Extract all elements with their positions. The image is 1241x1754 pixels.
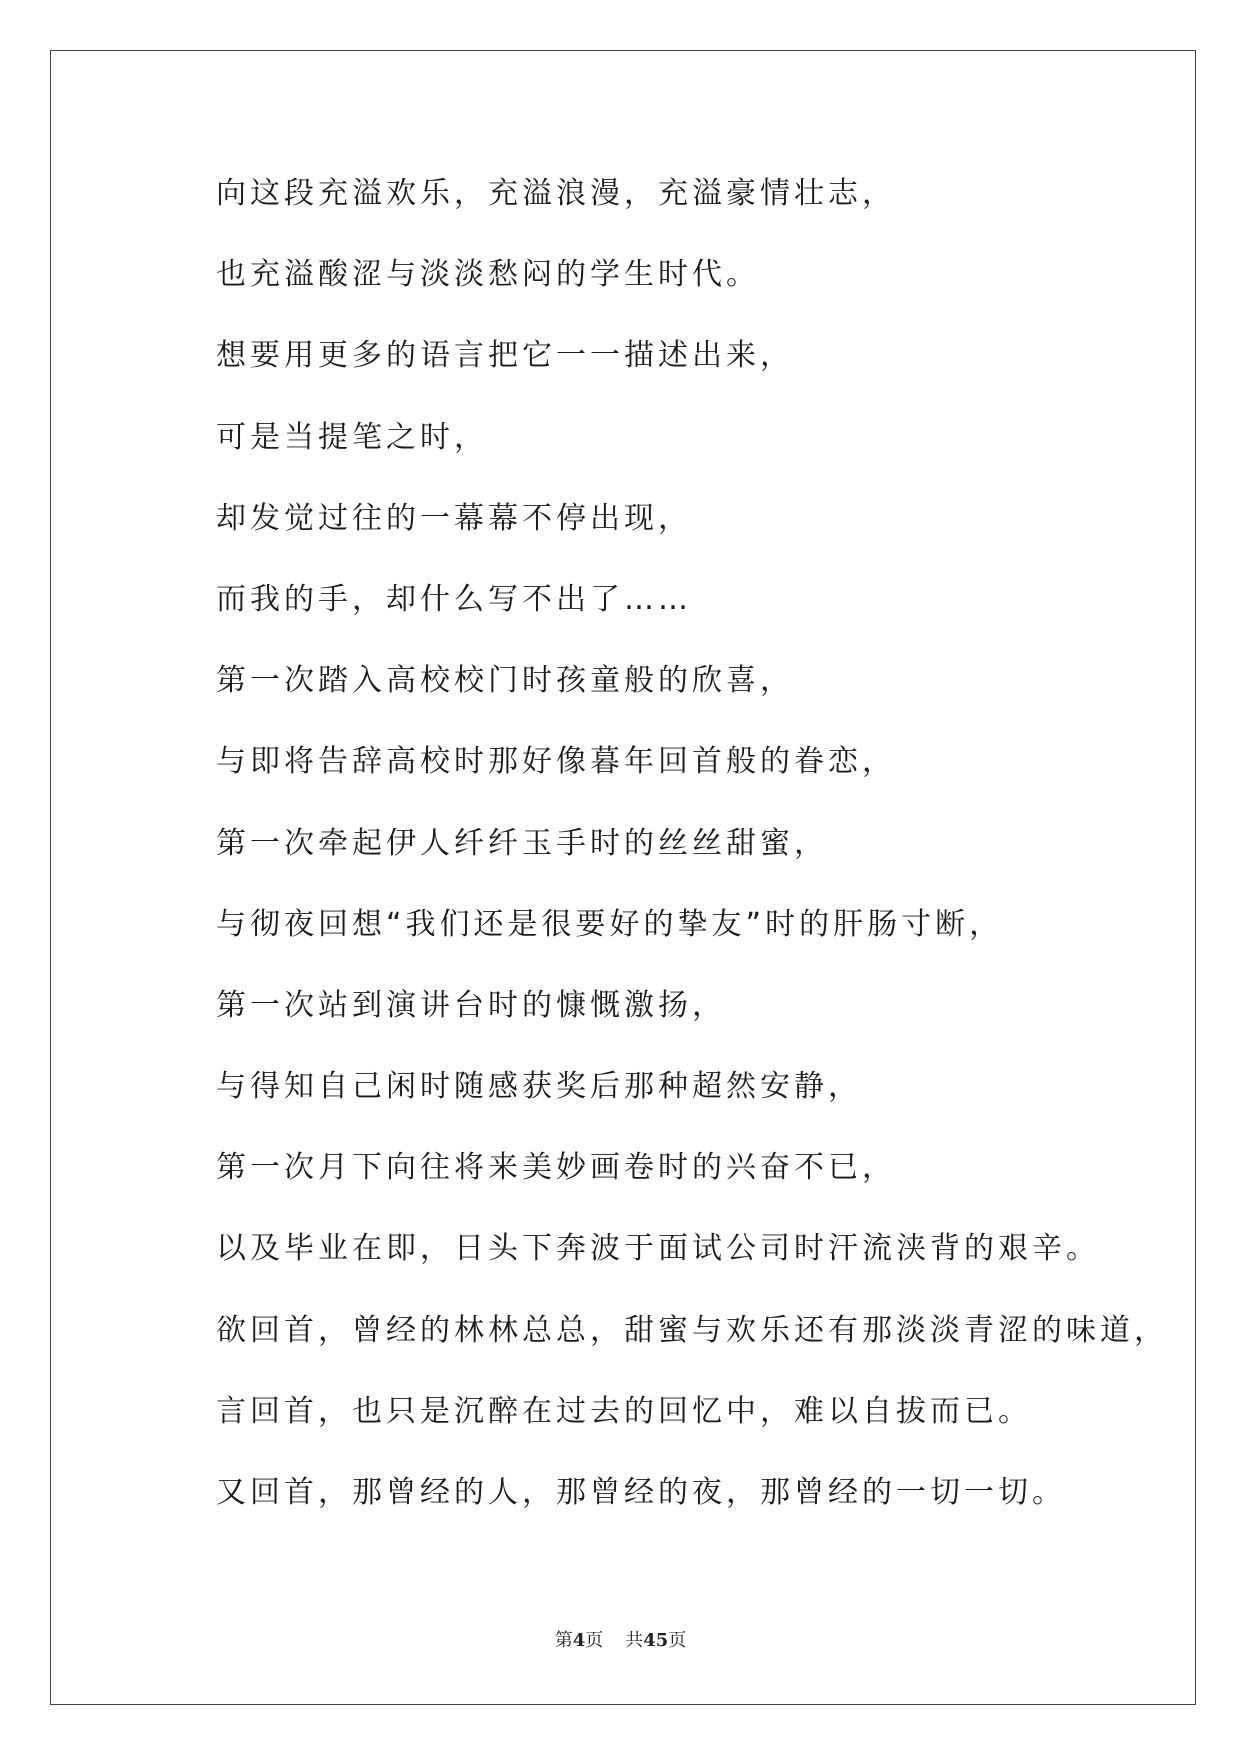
- text-line: 第一次站到演讲台时的慷慨激扬，: [216, 987, 726, 1023]
- page-prefix: 第: [554, 1630, 573, 1651]
- text-line: 却发觉过往的一幕幕不停出现，: [216, 500, 692, 536]
- text-line: 言回首，也只是沉醉在过去的回忆中，难以自拔而已。: [216, 1393, 1032, 1429]
- text-line: 欲回首，曾经的林林总总，甜蜜与欢乐还有那淡淡青涩的味道，: [216, 1312, 1168, 1348]
- page-footer: [0, 1626, 1241, 1652]
- page-indicator: [555, 1630, 604, 1651]
- document-body: [216, 148, 1168, 1528]
- total-pages: 45: [643, 1630, 669, 1651]
- text-line: 与即将告辞高校时那好像暮年回首般的眷恋，: [216, 744, 896, 780]
- text-line: 又回首，那曾经的人，那曾经的夜，那曾经的一切一切。: [216, 1475, 1066, 1510]
- text-line: 而我的手，却什么写不出了……: [216, 581, 692, 617]
- text-line: 与得知自己闲时随感获奖后那种超然安静，: [216, 1069, 862, 1105]
- total-pages-indicator: [625, 1630, 686, 1651]
- total-suffix: 页: [668, 1630, 687, 1651]
- page-number: 4: [572, 1630, 586, 1651]
- text-line: 想要用更多的语言把它一一描述出来，: [216, 338, 794, 374]
- text-line: 第一次月下向往将来美妙画卷时的兴奋不已，: [216, 1150, 896, 1186]
- total-prefix: 共: [625, 1630, 644, 1651]
- text-line: 可是当提笔之时，: [216, 419, 488, 455]
- text-line: 也充溢酸涩与淡淡愁闷的学生时代。: [216, 257, 760, 293]
- text-line: 以及毕业在即，日头下奔波于面试公司时汗流浃背的艰辛。: [216, 1231, 1100, 1267]
- text-line: 第一次踏入高校校门时孩童般的欣喜，: [216, 663, 794, 699]
- text-line: 与彻夜回想“我们还是很要好的挚友”时的肝肠寸断，: [216, 906, 1004, 942]
- page-suffix: 页: [585, 1630, 604, 1651]
- text-line: 第一次牵起伊人纤纤玉手时的丝丝甜蜜，: [216, 825, 828, 861]
- text-line: 向这段充溢欢乐，充溢浪漫，充溢豪情壮志，: [216, 176, 896, 211]
